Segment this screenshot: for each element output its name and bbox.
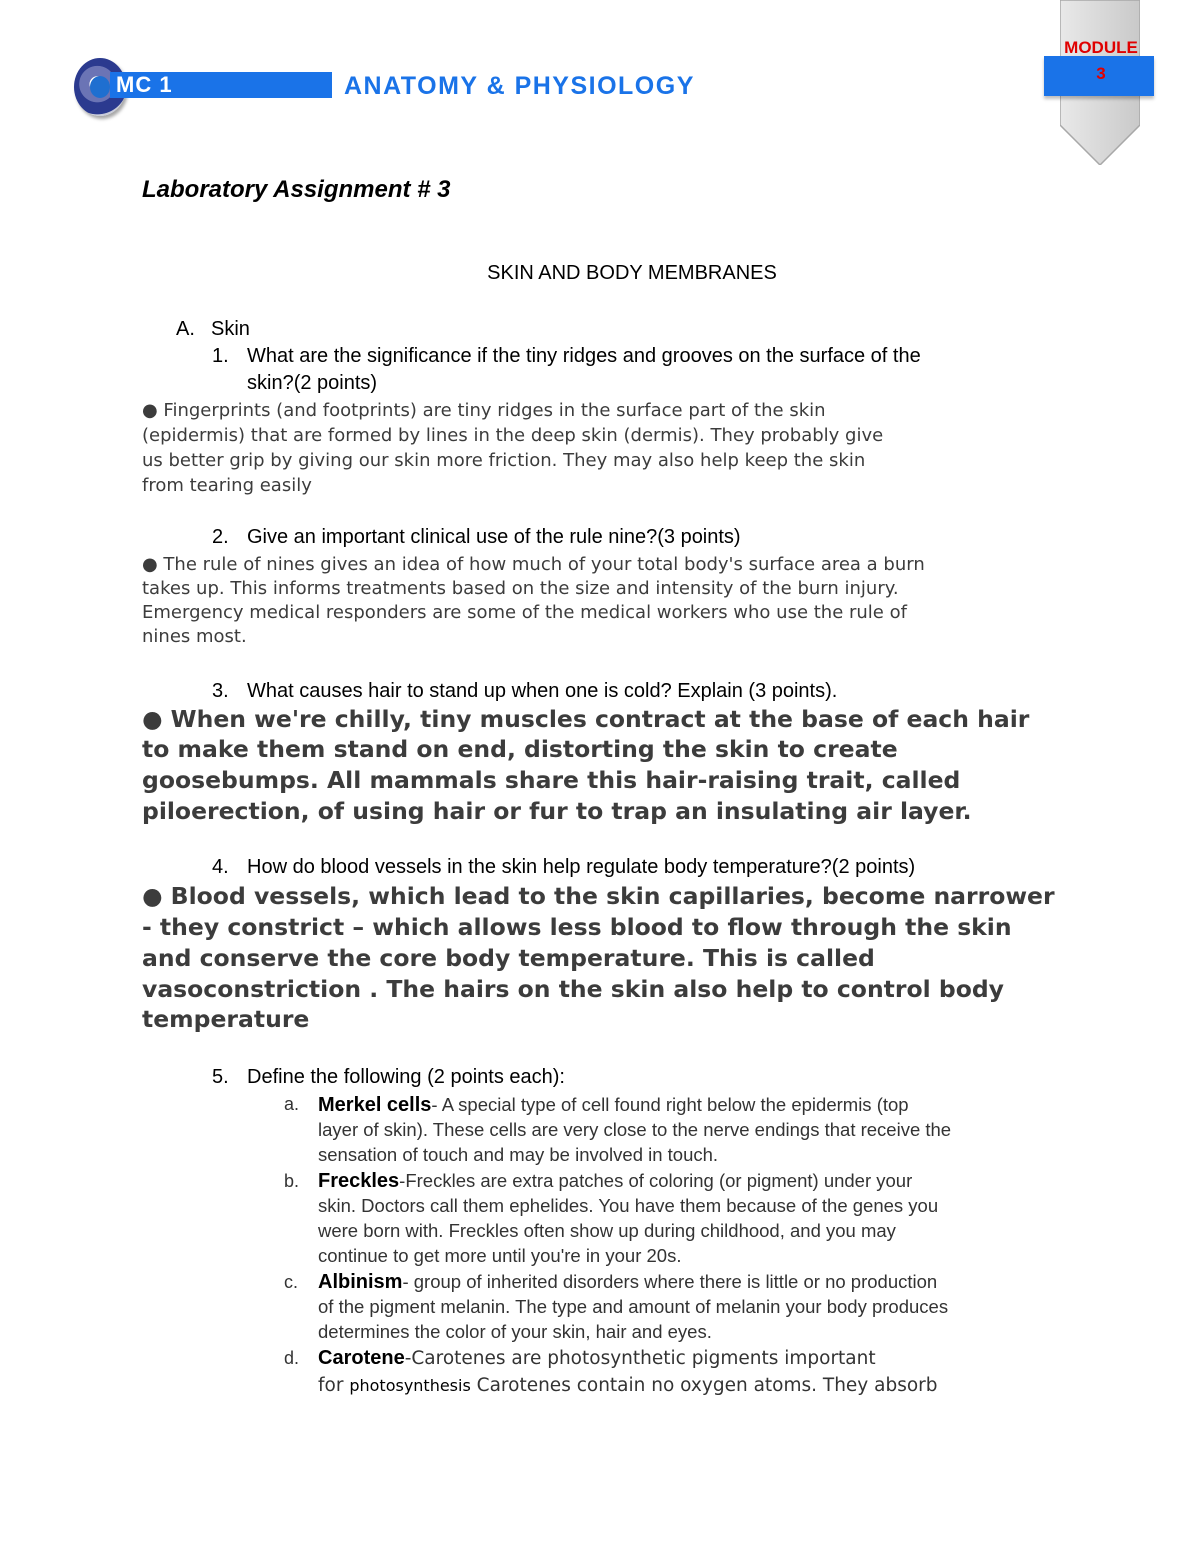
definition-term: Albinism bbox=[318, 1271, 403, 1293]
answer-line: us better grip by giving our skin more friction. They may also help keep the skin bbox=[142, 450, 866, 471]
definition-term: Carotene bbox=[318, 1347, 405, 1369]
definition-text: layer of skin). These cells are very close to the nerve endings that receive the bbox=[318, 1119, 952, 1140]
logo-emblem bbox=[90, 76, 110, 98]
definition-term: Freckles bbox=[318, 1170, 400, 1192]
answer-line: ● The rule of nines gives an idea of how much of your total body's surface area a burn bbox=[142, 554, 925, 575]
definition-albinism bbox=[318, 1269, 937, 1295]
definition-text: -Carotenes are photosynthetic pigments important bbox=[404, 1348, 876, 1369]
answer-line: vasoconstriction . The hairs on the skin also help to control body bbox=[142, 975, 1004, 1003]
answer-line: piloerection, of using hair or fur to trap an insulating air layer. bbox=[142, 797, 972, 825]
definition-text: skin. Doctors call them ephelides. You have them because of the genes you bbox=[318, 1195, 939, 1216]
question-text: How do blood vessels in the skin help regulate body temperature?(2 points) bbox=[247, 856, 916, 878]
section-heading: SKIN AND BODY MEMBRANES bbox=[487, 262, 777, 284]
definition-text: continue to get more until you're in your 20s. bbox=[318, 1245, 682, 1266]
definition-text: for bbox=[318, 1375, 344, 1396]
answer-line: - they constrict – which allows less blood to flow through the skin bbox=[142, 913, 1012, 941]
definition-letter: b. bbox=[284, 1171, 300, 1191]
section-marker: A. bbox=[176, 318, 195, 340]
definition-letter: d. bbox=[284, 1348, 300, 1368]
definition-carotene-continued bbox=[318, 1373, 938, 1398]
answer-line: and conserve the core body temperature. This is called bbox=[142, 944, 875, 972]
definition-freckles bbox=[318, 1168, 912, 1194]
question-text: What are the significance if the tiny ridges and grooves on the surface of the bbox=[247, 345, 921, 367]
answer-line: Emergency medical responders are some of the medical workers who use the rule of bbox=[142, 602, 907, 623]
definition-text: - A special type of cell found right below the epidermis (top bbox=[431, 1094, 909, 1115]
definition-letter: a. bbox=[284, 1094, 300, 1114]
definition-text: of the pigment melanin. The type and amount of melanin your body produces bbox=[318, 1296, 949, 1317]
question-text: Define the following (2 points each): bbox=[247, 1066, 565, 1088]
answer-line: nines most. bbox=[142, 626, 247, 647]
definition-term: Merkel cells bbox=[318, 1094, 432, 1116]
question-number: 1. bbox=[212, 345, 229, 367]
answer-line: ● Fingerprints (and footprints) are tiny ridges in the surface part of the skin bbox=[142, 400, 826, 421]
definition-text: -Freckles are extra patches of coloring (or pigment) under your bbox=[399, 1170, 913, 1191]
definition-text: sensation of touch and may be involved in touch. bbox=[318, 1144, 719, 1165]
answer-line: ● When we're chilly, tiny muscles contract at the base of each hair bbox=[142, 705, 1030, 733]
answer-line: (epidermis) that are formed by lines in the deep skin (dermis). They probably give bbox=[142, 425, 884, 446]
question-text: Give an important clinical use of the rule nine?(3 points) bbox=[247, 526, 741, 548]
course-title: ANATOMY & PHYSIOLOGY bbox=[344, 72, 695, 100]
definition-text: determines the color of your skin, hair and eyes. bbox=[318, 1321, 712, 1342]
question-text: skin?(2 points) bbox=[247, 372, 378, 394]
answer-line: to make them stand on end, distorting the skin to create bbox=[142, 735, 898, 763]
definition-letter: c. bbox=[284, 1272, 299, 1292]
course-code: MC 1 bbox=[116, 72, 173, 97]
photosynthesis-word: photosynthesis bbox=[349, 1376, 471, 1395]
definition-text: were born with. Freckles often show up during childhood, and you may bbox=[318, 1220, 896, 1241]
definition-text: Carotenes contain no oxygen atoms. They absorb bbox=[470, 1375, 938, 1396]
answer-line: takes up. This informs treatments based on the size and intensity of the burn injury. bbox=[142, 578, 899, 599]
module-label: MODULE bbox=[1064, 38, 1138, 57]
answer-line: from tearing easily bbox=[142, 475, 312, 496]
question-number: 4. bbox=[212, 856, 229, 878]
module-number: 3 bbox=[1096, 64, 1106, 83]
answer-line: ● Blood vessels, which lead to the skin capillaries, become narrower bbox=[142, 882, 1055, 910]
question-text: What causes hair to stand up when one is cold? Explain (3 points). bbox=[247, 680, 838, 702]
definition-merkel-cells bbox=[318, 1092, 909, 1118]
definition-text: - group of inherited disorders where there is little or no production bbox=[402, 1271, 938, 1292]
lab-title: Laboratory Assignment # 3 bbox=[142, 176, 451, 203]
question-number: 2. bbox=[212, 526, 229, 548]
question-number: 3. bbox=[212, 680, 229, 702]
section-title: Skin bbox=[211, 318, 250, 340]
answer-line: goosebumps. All mammals share this hair-raising trait, called bbox=[142, 766, 961, 794]
answer-line: temperature bbox=[142, 1005, 310, 1033]
definition-carotene bbox=[318, 1346, 876, 1371]
question-number: 5. bbox=[212, 1066, 229, 1088]
